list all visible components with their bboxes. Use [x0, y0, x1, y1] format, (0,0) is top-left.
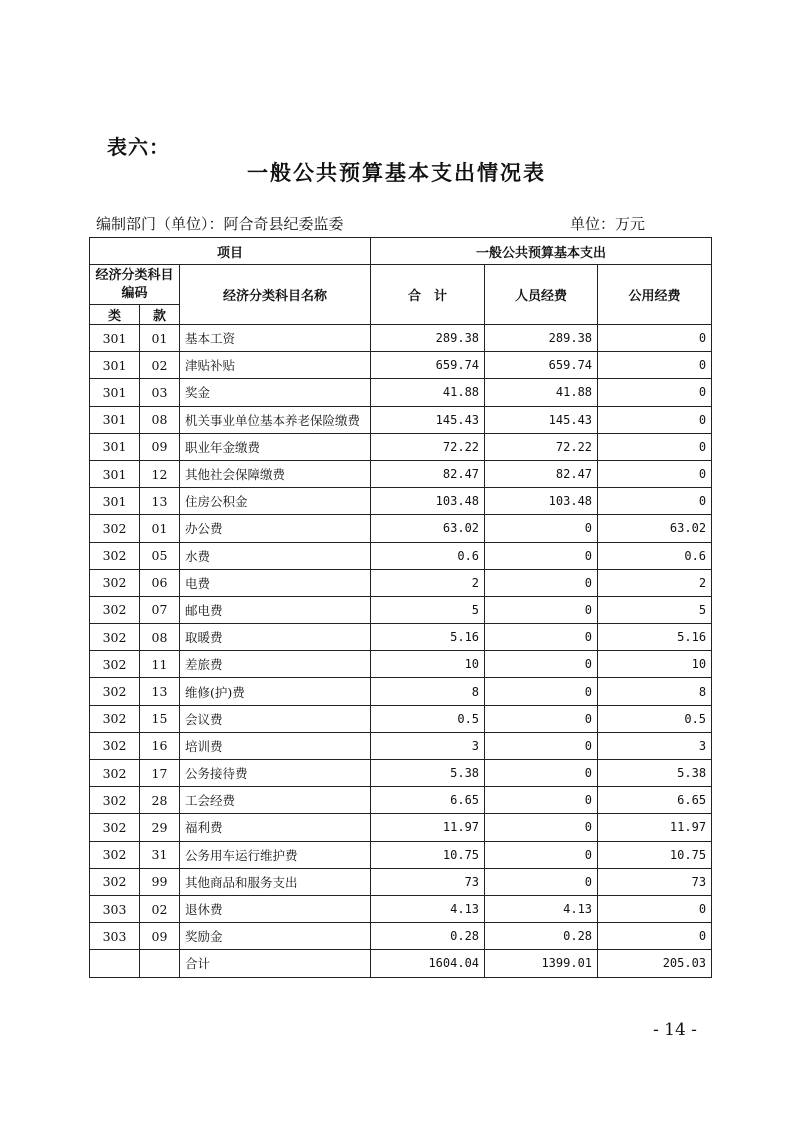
cell-personnel: 0: [485, 732, 598, 759]
sum-label: 合计: [180, 950, 371, 977]
cell-total: 5: [371, 596, 485, 623]
cell-personnel: 0: [485, 868, 598, 895]
table-row: [90, 542, 712, 569]
cell-kuan: 28: [140, 787, 180, 814]
cell-public: 0: [598, 460, 712, 487]
cell-name: 退休费: [180, 895, 371, 922]
cell-public: 10: [598, 651, 712, 678]
unit-info: 单位：万元: [570, 215, 646, 233]
table-row: [90, 814, 712, 841]
cell-kuan: 16: [140, 732, 180, 759]
cell-kuan: 15: [140, 705, 180, 732]
cell-public: 0: [598, 325, 712, 352]
table-row: [90, 923, 712, 950]
cell-personnel: 4.13: [485, 895, 598, 922]
table-label: 表六：: [107, 135, 170, 159]
cell-public: 5.38: [598, 760, 712, 787]
cell-lei: 302: [90, 515, 140, 542]
cell-name: 电费: [180, 569, 371, 596]
table-row: [90, 732, 712, 759]
cell-public: 0.5: [598, 705, 712, 732]
cell-personnel: 0: [485, 787, 598, 814]
cell-kuan: 03: [140, 379, 180, 406]
cell-lei: [90, 950, 140, 977]
cell-lei: 301: [90, 460, 140, 487]
cell-personnel: 0: [485, 515, 598, 542]
cell-total: 145.43: [371, 406, 485, 433]
cell-name: 机关事业单位基本养老保险缴费: [180, 406, 371, 433]
cell-total: 5.16: [371, 624, 485, 651]
cell-personnel: 0: [485, 624, 598, 651]
cell-total: 0.6: [371, 542, 485, 569]
cell-name: 公务接待费: [180, 760, 371, 787]
expense-table: [89, 237, 712, 978]
cell-kuan: 02: [140, 352, 180, 379]
cell-total: 3: [371, 732, 485, 759]
table-body: [90, 325, 712, 978]
cell-kuan: 13: [140, 678, 180, 705]
cell-total: 41.88: [371, 379, 485, 406]
table-row: [90, 488, 712, 515]
cell-kuan: 05: [140, 542, 180, 569]
cell-kuan: 08: [140, 406, 180, 433]
cell-personnel: 0: [485, 542, 598, 569]
cell-public: 2: [598, 569, 712, 596]
cell-name: 差旅费: [180, 651, 371, 678]
cell-kuan: 13: [140, 488, 180, 515]
cell-kuan: 11: [140, 651, 180, 678]
cell-personnel: 41.88: [485, 379, 598, 406]
cell-kuan: 01: [140, 515, 180, 542]
cell-public: 0: [598, 433, 712, 460]
cell-personnel: 0: [485, 705, 598, 732]
cell-lei: 302: [90, 678, 140, 705]
sum-total: 1604.04: [371, 950, 485, 977]
cell-lei: 302: [90, 596, 140, 623]
cell-personnel: 82.47: [485, 460, 598, 487]
cell-lei: 302: [90, 732, 140, 759]
cell-kuan: 02: [140, 895, 180, 922]
sum-public: 205.03: [598, 950, 712, 977]
cell-personnel: 289.38: [485, 325, 598, 352]
header-kuan: 款: [140, 305, 180, 325]
cell-lei: 302: [90, 542, 140, 569]
cell-name: 基本工资: [180, 325, 371, 352]
cell-kuan: 17: [140, 760, 180, 787]
cell-name: 公务用车运行维护费: [180, 841, 371, 868]
cell-personnel: 103.48: [485, 488, 598, 515]
cell-kuan: 06: [140, 569, 180, 596]
cell-total: 8: [371, 678, 485, 705]
cell-public: 0: [598, 406, 712, 433]
cell-kuan: 07: [140, 596, 180, 623]
cell-lei: 302: [90, 705, 140, 732]
header-personnel: 人员经费: [485, 265, 598, 325]
cell-total: 11.97: [371, 814, 485, 841]
cell-lei: 303: [90, 923, 140, 950]
cell-kuan: 09: [140, 923, 180, 950]
cell-personnel: 0: [485, 678, 598, 705]
table-row: [90, 379, 712, 406]
cell-kuan: 01: [140, 325, 180, 352]
cell-personnel: 0: [485, 841, 598, 868]
table-row: [90, 515, 712, 542]
cell-public: 6.65: [598, 787, 712, 814]
table-row: [90, 569, 712, 596]
cell-public: 0: [598, 352, 712, 379]
cell-name: 取暖费: [180, 624, 371, 651]
page-number: - 14 -: [653, 1020, 697, 1040]
cell-kuan: 09: [140, 433, 180, 460]
header-expense: 一般公共预算基本支出: [371, 238, 712, 265]
table-row: [90, 624, 712, 651]
cell-public: 0.6: [598, 542, 712, 569]
table-row: [90, 868, 712, 895]
cell-personnel: 0: [485, 814, 598, 841]
table-row: [90, 460, 712, 487]
cell-total: 10: [371, 651, 485, 678]
org-info: 编制部门（单位）：阿合奇县纪委监委: [96, 215, 344, 233]
cell-lei: 302: [90, 814, 140, 841]
header-total: 合 计: [371, 265, 485, 325]
cell-public: 0: [598, 923, 712, 950]
cell-lei: 302: [90, 841, 140, 868]
cell-lei: 301: [90, 488, 140, 515]
cell-total: 659.74: [371, 352, 485, 379]
cell-personnel: 659.74: [485, 352, 598, 379]
cell-kuan: 12: [140, 460, 180, 487]
cell-total: 10.75: [371, 841, 485, 868]
cell-total: 103.48: [371, 488, 485, 515]
cell-lei: 301: [90, 433, 140, 460]
header-lei: 类: [90, 305, 140, 325]
cell-kuan: 31: [140, 841, 180, 868]
cell-kuan: 29: [140, 814, 180, 841]
cell-total: 6.65: [371, 787, 485, 814]
header-code-group: 经济分类科目编码: [90, 265, 180, 305]
table-row: [90, 841, 712, 868]
table-row: [90, 678, 712, 705]
cell-lei: 302: [90, 868, 140, 895]
cell-name: 津贴补贴: [180, 352, 371, 379]
cell-total: 2: [371, 569, 485, 596]
table-row: [90, 705, 712, 732]
cell-name: 工会经费: [180, 787, 371, 814]
cell-lei: 302: [90, 651, 140, 678]
cell-lei: 301: [90, 352, 140, 379]
cell-name: 水费: [180, 542, 371, 569]
sum-row: [90, 950, 712, 977]
cell-name: 邮电费: [180, 596, 371, 623]
cell-public: 8: [598, 678, 712, 705]
cell-total: 4.13: [371, 895, 485, 922]
cell-name: 奖金: [180, 379, 371, 406]
cell-total: 63.02: [371, 515, 485, 542]
cell-total: 72.22: [371, 433, 485, 460]
cell-total: 0.5: [371, 705, 485, 732]
cell-name: 会议费: [180, 705, 371, 732]
cell-lei: 302: [90, 787, 140, 814]
cell-personnel: 72.22: [485, 433, 598, 460]
cell-total: 5.38: [371, 760, 485, 787]
cell-public: 73: [598, 868, 712, 895]
cell-lei: 301: [90, 325, 140, 352]
header-name: 经济分类科目名称: [180, 265, 371, 325]
table-row: [90, 433, 712, 460]
cell-public: 10.75: [598, 841, 712, 868]
cell-kuan: 08: [140, 624, 180, 651]
cell-lei: 301: [90, 406, 140, 433]
cell-personnel: 0: [485, 596, 598, 623]
table-row: [90, 406, 712, 433]
cell-personnel: 0: [485, 569, 598, 596]
table-row: [90, 895, 712, 922]
cell-public: 0: [598, 895, 712, 922]
cell-total: 82.47: [371, 460, 485, 487]
cell-personnel: 0.28: [485, 923, 598, 950]
table-row: [90, 760, 712, 787]
page-title: 一般公共预算基本支出情况表: [247, 160, 546, 185]
cell-lei: 303: [90, 895, 140, 922]
cell-public: 11.97: [598, 814, 712, 841]
cell-public: 5: [598, 596, 712, 623]
cell-public: 0: [598, 488, 712, 515]
cell-personnel: 0: [485, 760, 598, 787]
cell-name: 培训费: [180, 732, 371, 759]
table-row: [90, 787, 712, 814]
cell-public: 0: [598, 379, 712, 406]
cell-name: 其他社会保障缴费: [180, 460, 371, 487]
cell-lei: 302: [90, 569, 140, 596]
cell-lei: 302: [90, 760, 140, 787]
cell-lei: 302: [90, 624, 140, 651]
cell-name: 职业年金缴费: [180, 433, 371, 460]
table-row: [90, 325, 712, 352]
cell-personnel: 145.43: [485, 406, 598, 433]
cell-lei: 301: [90, 379, 140, 406]
cell-public: 5.16: [598, 624, 712, 651]
cell-public: 3: [598, 732, 712, 759]
cell-name: 维修(护)费: [180, 678, 371, 705]
cell-kuan: 99: [140, 868, 180, 895]
table-row: [90, 596, 712, 623]
cell-total: 73: [371, 868, 485, 895]
table-row: [90, 352, 712, 379]
cell-kuan: [140, 950, 180, 977]
header-project: 项目: [90, 238, 371, 265]
cell-name: 住房公积金: [180, 488, 371, 515]
cell-name: 奖励金: [180, 923, 371, 950]
sum-personnel: 1399.01: [485, 950, 598, 977]
cell-name: 办公费: [180, 515, 371, 542]
cell-public: 63.02: [598, 515, 712, 542]
cell-total: 0.28: [371, 923, 485, 950]
table-row: [90, 651, 712, 678]
cell-name: 其他商品和服务支出: [180, 868, 371, 895]
cell-name: 福利费: [180, 814, 371, 841]
cell-total: 289.38: [371, 325, 485, 352]
cell-personnel: 0: [485, 651, 598, 678]
header-public: 公用经费: [598, 265, 712, 325]
